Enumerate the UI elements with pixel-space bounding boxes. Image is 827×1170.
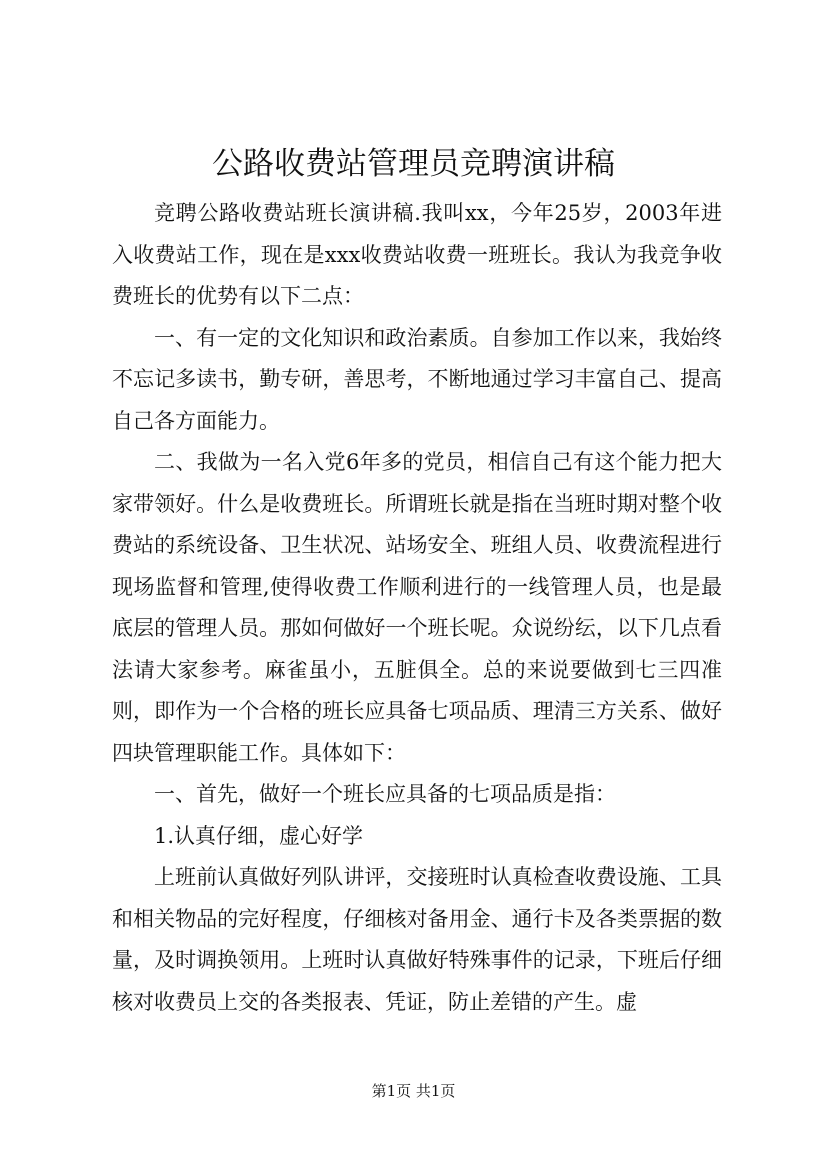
- paragraph-intro: 竞聘公路收费站班长演讲稿.我叫xx，今年25岁，2003年进入收费站工作，现在是xxx收费站收费一班班长。我认为我竞争收费班长的优势有以下二点：: [112, 201, 722, 308]
- paragraph-subheading: 1.认真仔细，虚心好学: [154, 823, 364, 848]
- paragraph-point-one: 一、有一定的文化知识和政治素质。自参加工作以来，我始终不忘记多读书，勤专研，善思考，不断地通过学习丰富自己、提高自己各方面能力。: [112, 325, 722, 433]
- paragraph-point-two: 二、我做为一名入党6年多的党员，相信自己有这个能力把大家带领好。什么是收费班长。所谓班长就是指在当班时期对整个收费站的系统设备、卫生状况、站场安全、班组人员、收费流程进行现场监督和管理,使得收费工作顺利进行的一线管理人员，也是最底层的管理人员。那如何做好一个班长呢。众说纷纭，以下几点看法请大家参考。麻雀虽小，五脏俱全。总的来说要做到七三四准则，即作为一个合格的班长应具备七项品质、理清三方关系、做好四块管理职能工作。具体如下：: [112, 450, 722, 765]
- document-title: 公路收费站管理员竞聘演讲稿: [212, 146, 615, 182]
- document-body: [112, 193, 722, 1023]
- paragraph-detail: 上班前认真做好列队讲评，交接班时认真检查收费设施、工具和相关物品的完好程度，仔细核对备用金、通行卡及各类票据的数量，及时调换领用。上班时认真做好特殊事件的记录，下班后仔细核对收费员上交的各类报表、凭证，防止差错的产生。虚: [112, 865, 722, 1014]
- page-footer: 第1页 共1页: [371, 1082, 456, 1100]
- paragraph-section-heading: 一、首先，做好一个班长应具备的七项品质是指：: [154, 782, 616, 806]
